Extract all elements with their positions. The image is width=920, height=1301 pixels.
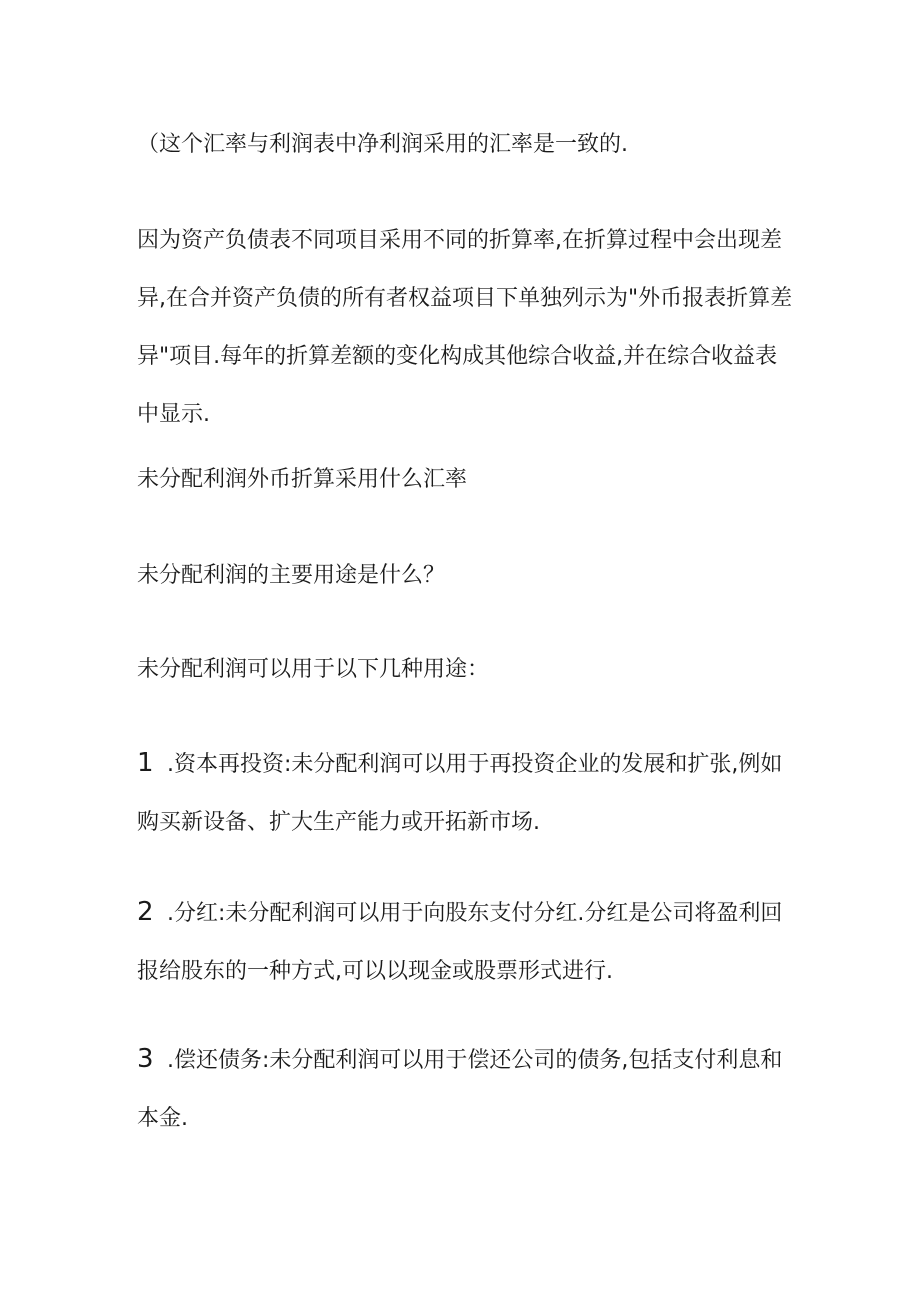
list-item-number: 1: [137, 748, 154, 778]
list-item-text: .偿还债务:未分配利润可以用于偿还公司的债务,包括支付利息和本金.: [137, 1048, 783, 1131]
list-item-number: 2: [137, 897, 154, 927]
paragraph-exchange-rate-note: （这个汇率与利润表中净利润采用的汇率是一致的.: [137, 132, 628, 157]
list-item-dividend: [137, 883, 797, 1001]
list-item-reinvestment: [137, 734, 797, 852]
list-item-number: 3: [137, 1044, 154, 1074]
paragraph-uses-intro: 未分配利润可以用于以下几种用途：: [137, 657, 490, 682]
list-item-text: .分红:未分配利润可以用于向股东支付分红.分红是公司将盈利回报给股东的一种方式,可以以现金或股票形式进行.: [137, 901, 783, 984]
list-item-text: .资本再投资:未分配利润可以用于再投资企业的发展和扩张,例如购买新设备、扩大生产能力或开拓新市场.: [137, 752, 783, 835]
paragraph-translation-difference: 因为资产负债表不同项目采用不同的折算率,在折算过程中会出现差异,在合并资产负债的所有者权益项目下单独列示为"外币报表折算差异"项目.每年的折算差额的变化构成其他综合收益,并在综合收益表中显示.: [137, 228, 793, 427]
heading-retained-earnings-rate: 未分配利润外币折算采用什么汇率: [137, 467, 468, 492]
heading-retained-earnings-uses: 未分配利润的主要用途是什么？: [137, 563, 446, 588]
list-item-debt-repayment: [137, 1030, 797, 1148]
